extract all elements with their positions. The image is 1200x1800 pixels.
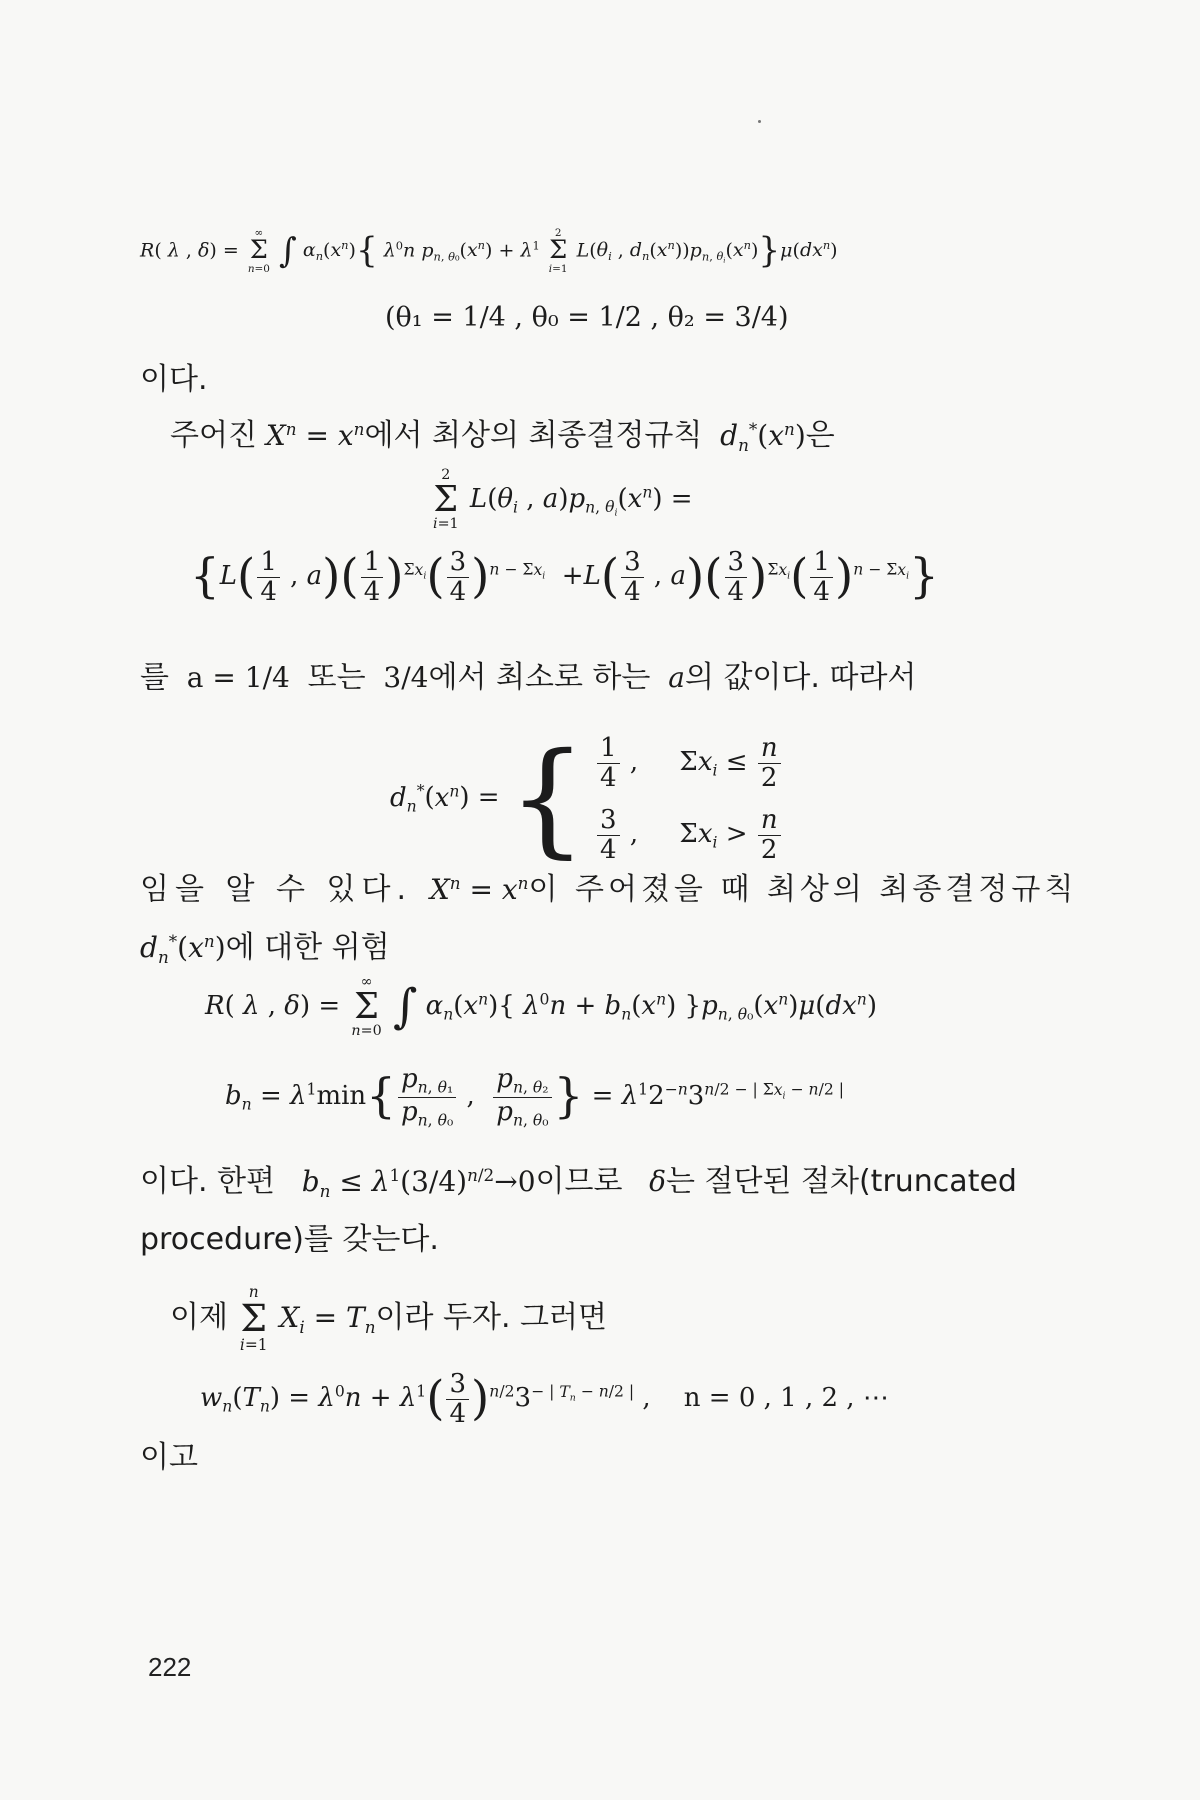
- risk-equation-2: R( λ , δ) = ∞ Σ n=0 ∫ $\alpha_n(x^n)${ $\lambda^0n + b_n(x^n)$ }$p_{n, \theta_0}(x^n)\mu(dx^n)$: [205, 974, 877, 1040]
- text-p2-a: 주어진: [170, 418, 257, 453]
- text-p3-d: 의 값이다. 따라서: [684, 660, 917, 695]
- loss-expansion: {L( $\frac{1}{4}$ , a)( $\frac{1}{4}$ )$^{\Sigma x_i}$( $\frac{3}{4}$ )$^{n - \Sigma x_i}$ +L( $\frac{3}{4}$ , a)( $\frac{3}{4}$ )$^{\Sigma x_i}$( $\frac{1}{4}$ )$^{n - \Sigma x_i}$}: [190, 547, 939, 607]
- text-p8-a: 이제: [170, 1299, 228, 1335]
- text-p4-a: 임을 알 수 있다.: [140, 872, 413, 907]
- text-p3: 를 a = 1/4 또는 3/4에서 최소로 하는 a의 값이다. 따라서: [140, 660, 917, 695]
- text-p5-a: 에 대한 위험: [225, 930, 390, 965]
- text-p9: 이고: [140, 1440, 198, 1475]
- text-p6-b: 이므로: [535, 1164, 623, 1199]
- text-p3-b: 또는: [307, 660, 366, 695]
- bn-equation: $b_n = \lambda^1\min${ $\frac{p_{n, \theta_1}}{p_{n, \theta_0}}$ , $\frac{p_{n, \theta_2}}{p_{n, \theta_0}}$ } = $\lambda^12^{-n}3^{n/2 - | \Sigma x_i - n/2 |}$: [225, 1064, 844, 1130]
- a-value-2: 3/4: [383, 661, 429, 694]
- text-p1: 이다.: [140, 362, 208, 397]
- theta-values: (θ₁ = 1/4 , θ₀ = 1/2 , θ₂ = 3/4): [385, 302, 789, 333]
- text-p2-b: 에서 최상의 최종결정규칙: [364, 418, 703, 453]
- text-p3-a: 를: [140, 660, 169, 695]
- wn-equation: $w_n(T_n) = \lambda^0n + \lambda^1$( $\frac{3}{4}$ )$^{n/2}3^{- | T_n - n/2 |}$ , n = 0 , 1 , 2 , ⋯: [200, 1369, 889, 1429]
- text-p2-c: 은: [805, 418, 835, 453]
- decision-rule: $d_n^*(x^n)$ = { $\frac{1}{4}$ , $\Sigma x_i$ ≤ $\frac{n}{2}$ $\frac{3}{4}$ , $\Sigma x_i$ > $\frac{n}{2}$: [390, 720, 783, 878]
- page-number: 222: [148, 1652, 192, 1682]
- text-p4: 임을 알 수 있다. $X^n = x^n$이 주어졌을 때 최상의 최종결정규칙: [140, 872, 1078, 907]
- text-p2: 주어진 $X^n = x^n$에서 최상의 최종결정규칙 $d_n^*(x^n)$은: [170, 418, 835, 455]
- text-p7: procedure)를 갖는다.: [140, 1222, 439, 1257]
- text-p6-a: 이다. 한편: [140, 1164, 275, 1199]
- text-p8-b: 이라 두자. 그러면: [375, 1299, 607, 1335]
- text-p4-b: 이 주어졌을 때 최상의 최종결정규칙: [528, 872, 1078, 907]
- n-values: n = 0 , 1 , 2 , ⋯: [683, 1383, 889, 1414]
- a-value-1: a = 1/4: [186, 661, 290, 694]
- text-p6: 이다. 한편 $b_n \le \lambda^1(3/4)^{n/2}\to 0$이므로 δ는 절단된 절차(truncated: [140, 1164, 1017, 1201]
- risk-equation-1: R( λ , δ) = ∞ Σ n=0 ∫ $\alpha_n(x^n)${ $\lambda^0n$ $p_{n, \theta_0}(x^n) + \lambda^1$ 2 Σ i=1 $L(\theta_i$ , $d_n(x^n))p_{n, \theta_i}(x^n)\}\mu(dx^n)$: [140, 227, 838, 276]
- text-p5: $d_n^*(x^n)$에 대한 위험: [140, 930, 390, 967]
- text-p3-c: 에서 최소로 하는: [428, 660, 651, 695]
- speck: [758, 120, 761, 123]
- loss-sum: 2 Σ i=1 $L(\theta_i$ , $a)p_{n, \theta_i}(x^n)$ =: [433, 467, 693, 533]
- text-p8: 이제 n Σ i=1 $X_i = T_n$이라 두자. 그러면: [170, 1283, 607, 1355]
- text-p6-c: 는 절단된 절차(truncated: [666, 1164, 1017, 1199]
